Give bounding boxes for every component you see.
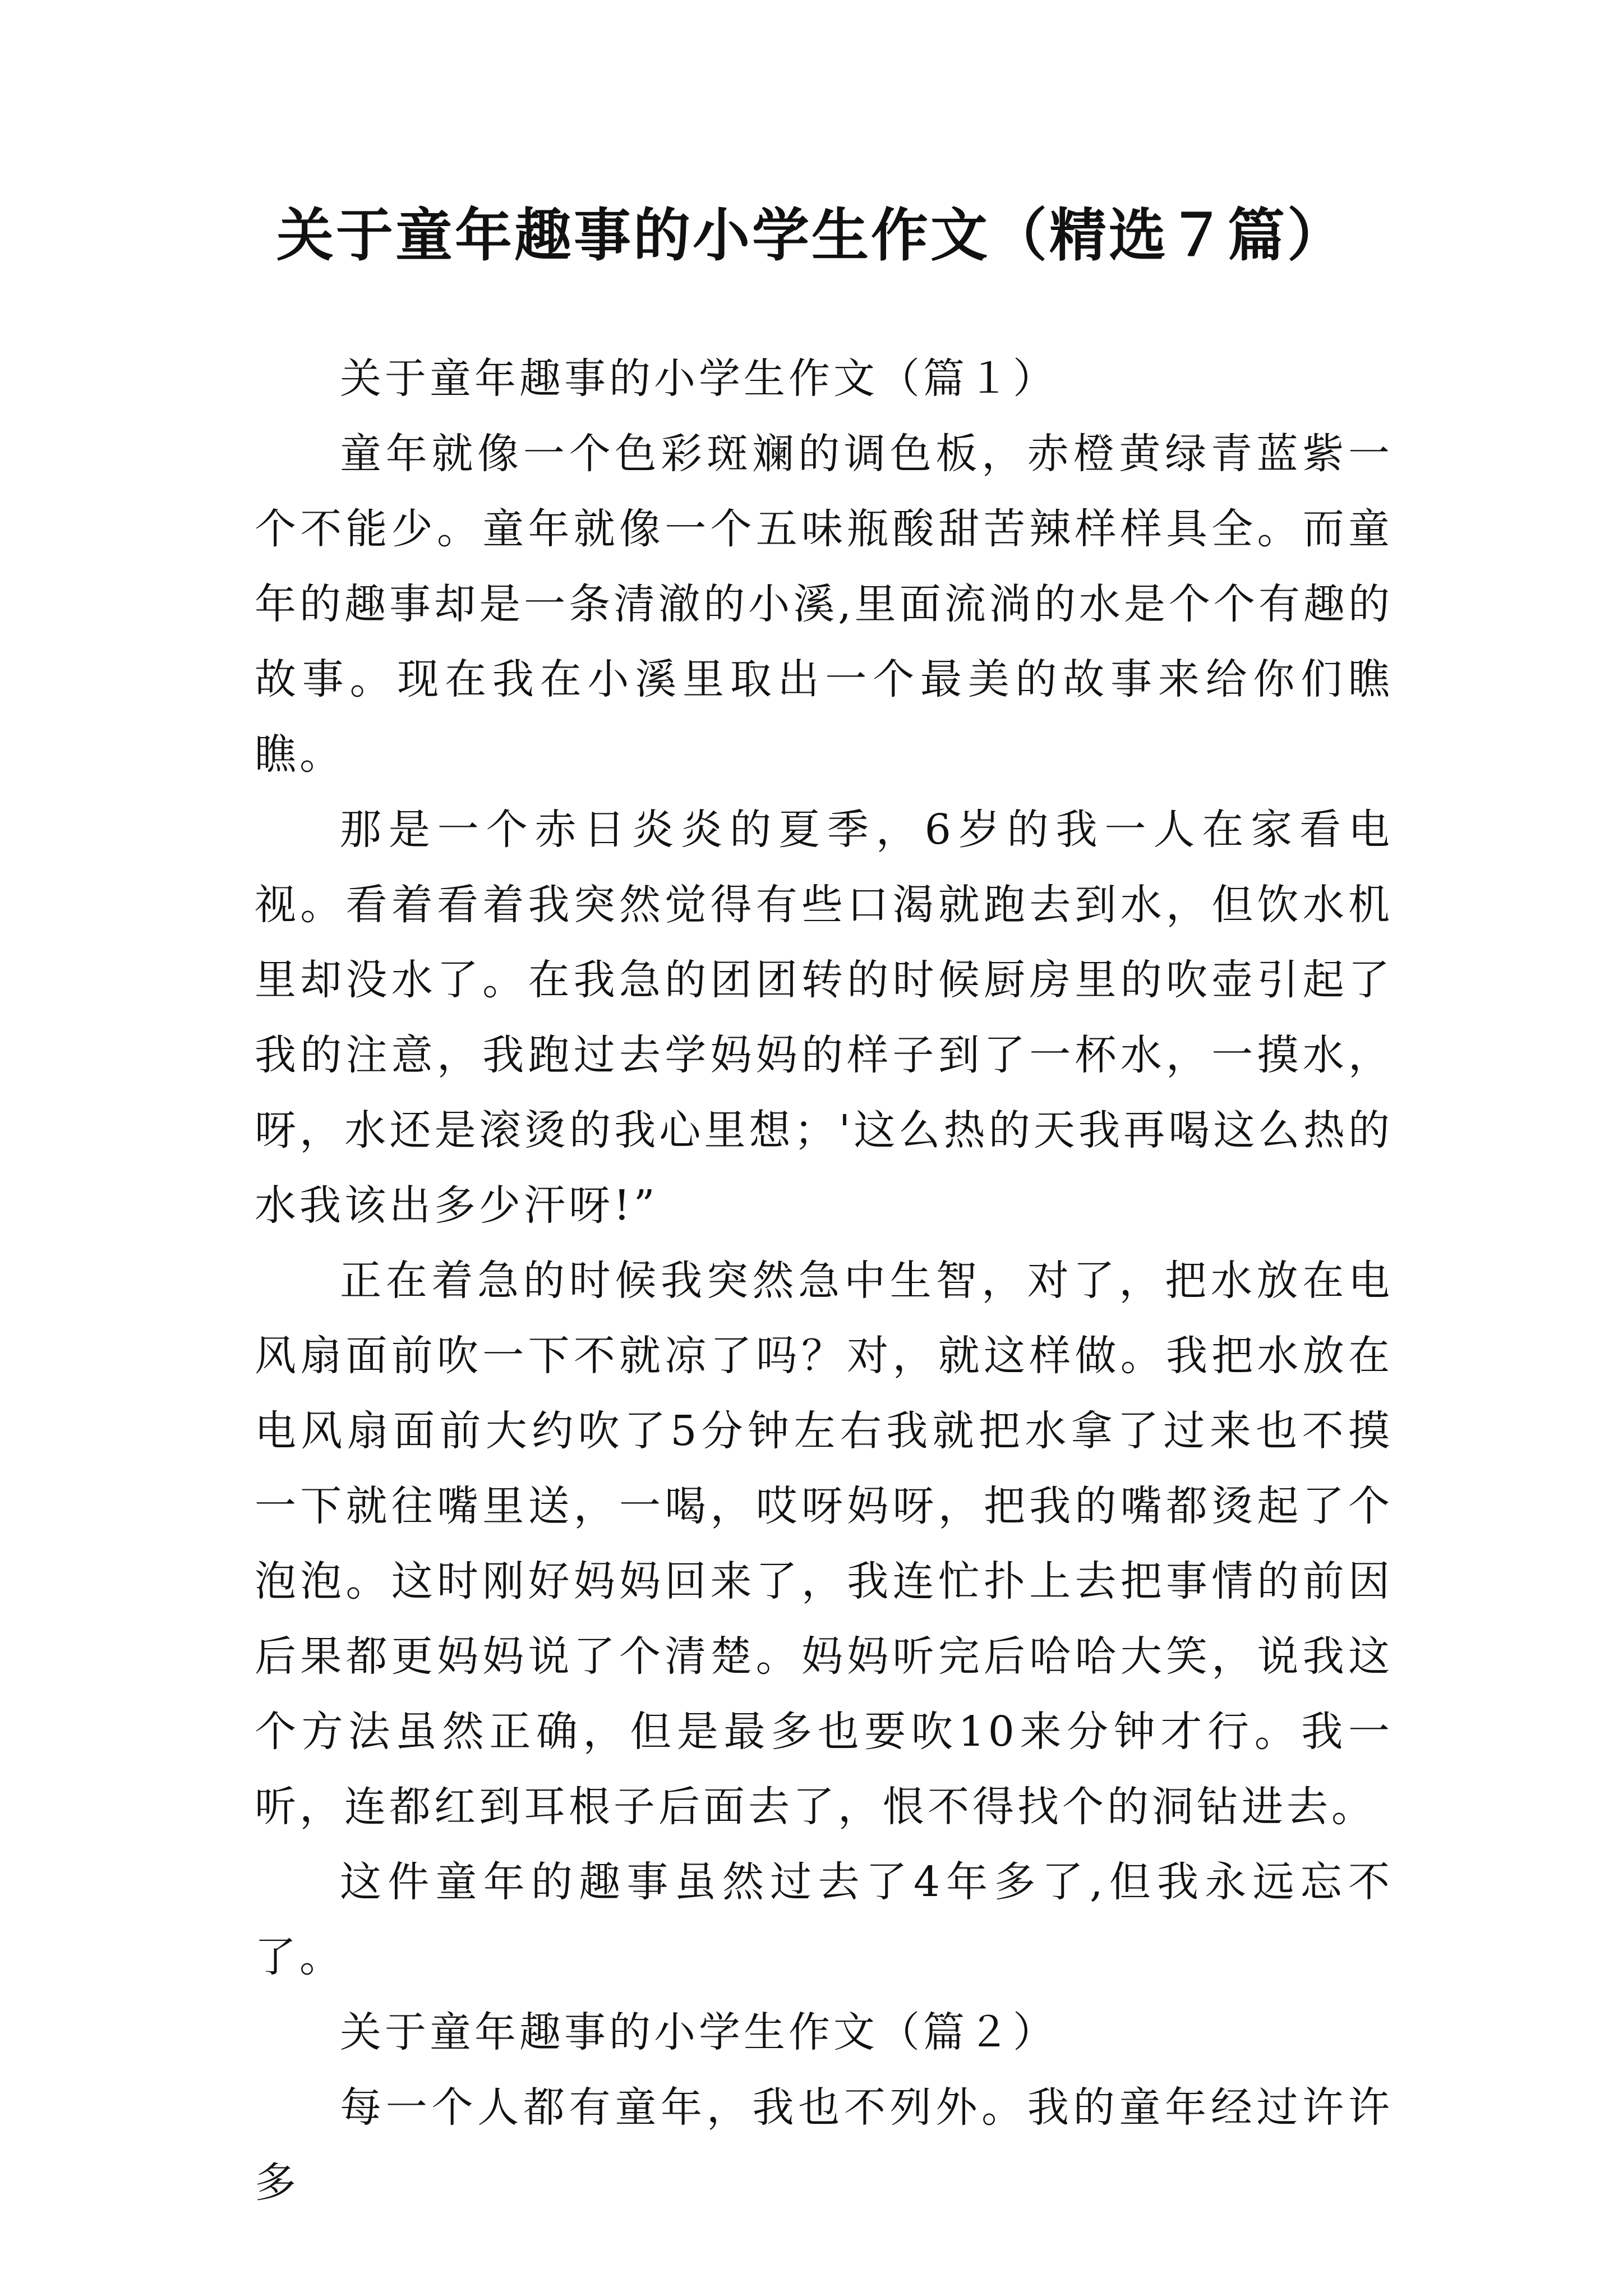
paragraph: 每一个人都有童年，我也不列外。我的童年经过许许多 <box>255 2083 1393 2207</box>
section-heading-2: 关于童年趣事的小学生作文（篇２） <box>340 2008 1058 2056</box>
document-body <box>255 341 1393 2220</box>
section-heading-1: 关于童年趣事的小学生作文（篇１） <box>340 355 1058 403</box>
paragraph: 这件童年的趣事虽然过去了4年多了,但我永远忘不了。 <box>255 1858 1393 1981</box>
paragraph: 正在着急的时候我突然急中生智，对了，把水放在电风扇面前吹一下不就凉了吗？对，就这样做。我把水放在电风扇面前大约吹了5分钟左右我就把水拿了过来也不摸一下就往嘴里送，一喝，哎呀妈呀，把我的嘴都烫起了个泡泡。这时刚好妈妈回来了，我连忙扑上去把事情的前因后果都更妈妈说了个清楚。妈妈听完后哈哈大笑，说我这个方法虽然正确，但是最多也要吹10来分钟才行。我一听，连都红到耳根子后面去了，恨不得找个的洞钻进去。 <box>255 1257 1393 1831</box>
paragraph: 那是一个赤日炎炎的夏季，6岁的我一人在家看电视。看着看着我突然觉得有些口渴就跑去到水，但饮水机里却没水了。在我急的团团转的时候厨房里的吹壶引起了我的注意，我跑过去学妈妈的样子到了一杯水，一摸水，呀，水还是滚烫的我心里想；'这么热的天我再喝这么热的水我该出多少汗呀!” <box>255 806 1393 1230</box>
paragraph: 童年就像一个色彩斑斓的调色板，赤橙黄绿青蓝紫一个不能少。童年就像一个五味瓶酸甜苦辣样样具全。而童年的趣事却是一条清澈的小溪,里面流淌的水是个个有趣的故事。现在我在小溪里取出一个最美的故事来给你们瞧瞧。 <box>255 430 1393 779</box>
document-title: 关于童年趣事的小学生作文（精选７篇） <box>276 202 1347 269</box>
